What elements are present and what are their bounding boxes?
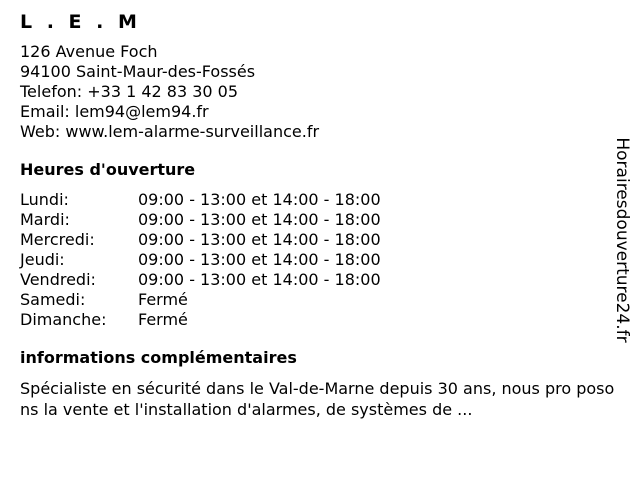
hours-row-monday [20,190,615,210]
info-title: informations complémentaires [20,348,297,367]
hours-value: 09:00 - 13:00 et 14:00 - 18:00 [138,190,381,209]
hours-value: 09:00 - 13:00 et 14:00 - 18:00 [138,210,381,229]
address-line-1: 126 Avenue Foch [20,42,158,61]
day-label: Lundi: [20,190,69,209]
hours-row-thursday [20,250,615,270]
day-label: Dimanche: [20,310,107,329]
hours-value: Fermé [138,310,188,329]
hours-row-saturday [20,290,615,310]
day-label: Samedi: [20,290,86,309]
hours-title: Heures d'ouverture [20,160,196,179]
web-line: Web: www.lem-alarme-surveillance.fr [20,122,320,141]
phone-line: Telefon: +33 1 42 83 30 05 [20,82,239,101]
day-label: Mardi: [20,210,70,229]
day-label: Vendredi: [20,270,96,289]
info-text: Spécialiste en sécurité dans le Val-de-Marne depuis 30 ans, nous pro posons la vente et l'installation d'alarmes, de systèmes de ... [20,379,615,419]
email-line: Email: lem94@lem94.fr [20,102,209,121]
hours-row-wednesday [20,230,615,250]
hours-value: 09:00 - 13:00 et 14:00 - 18:00 [138,230,381,249]
business-name: L . E . M [20,11,141,33]
day-label: Mercredi: [20,230,95,249]
site-watermark: Horairesdouverture24.fr [612,137,632,343]
hours-value: 09:00 - 13:00 et 14:00 - 18:00 [138,250,381,269]
hours-value: 09:00 - 13:00 et 14:00 - 18:00 [138,270,381,289]
day-label: Jeudi: [20,250,65,269]
hours-value: Fermé [138,290,188,309]
hours-row-friday [20,270,615,290]
hours-row-sunday [20,310,615,330]
hours-row-tuesday [20,210,615,230]
business-card [20,10,615,420]
address-line-2: 94100 Saint-Maur-des-Fossés [20,62,256,81]
